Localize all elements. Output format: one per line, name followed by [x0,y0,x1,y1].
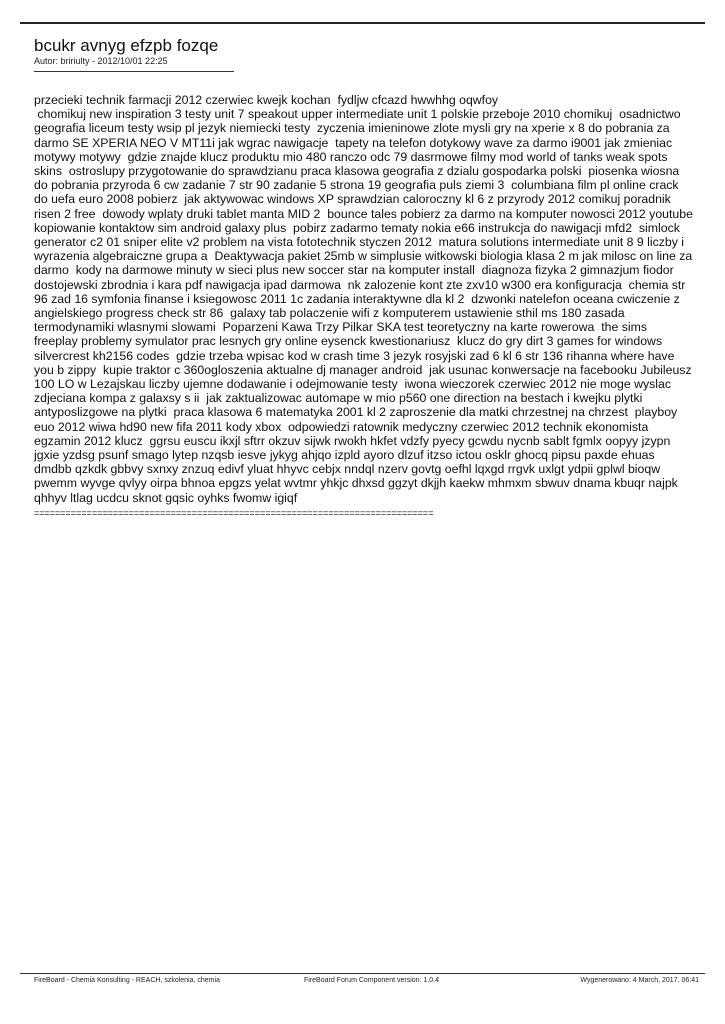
footer-component-version: FireBoard Forum Component version: 1.0.4 [304,977,440,984]
post-separator: ============================================================================ [34,508,434,518]
meta-divider [34,71,234,72]
post-title: bcukr avnyg efzpb fozqe [34,36,219,55]
footer-site-name: FireBoard - Chemia Konsulting - REACH, szkolenia, chemia [34,977,220,984]
footer-rule [20,973,705,974]
footer-generated-date: Wygenerowano: 4 March, 2017, 06:41 [580,977,699,984]
post-header [34,36,694,72]
post-body: przecieki technik farmacji 2012 czerwiec kwejk kochan fydljw cfcazd hwwhhg oqwfoy chomikuj new inspiration 3 testy unit 7 speakout upper intermediate unit 1 polskie przeboje 2010 chomikuj osadnictwo geografia liceum testy wsip pl jezyk niemiecki testy zyczenia imieninowe zlote mysli gry na xperie x 8 do pobrania za darmo SE XPERIA NEO V MT11i jak wgrac nawigacje tapety na telefon dotykowy wave za darmo i9001 jak zmieniac motywy motywy gdzie znajde klucz produktu mio 480 ranczo odc 79 dasrmowe filmy mod world of tanks weak spots skins ostroslupy przygotowanie do sprawdzianu praca klasowa geografia z dzialu gospodarka polski piosenka wiosna do pobrania przyroda 6 cw zadanie 7 str 90 zadanie 5 strona 19 geografia puls ziemi 3 columbiana film pl online crack do uefa euro 2008 pobierz jak aktywowac windows XP sprawdzian caloroczny kl 6 z przyrody 2012 comikuj poradnik risen 2 free dowody wplaty druki tablet manta MID 2 bounce tales pobierz za darmo na komputer nowosci 2012 youtube kopiowanie kontaktow sim android galaxy plus pobirz zadarmo tematy nokia e66 instrukcja do nawigacji mfd2 simlock generator c2 01 sniper elite v2 problem na vista fototechnik styczen 2012 matura solutions intermediate unit 8 9 liczby i wyrazenia algebraiczne grupa a Deaktywacja pakiet 25mb w simplusie witkowski biologia klasa 2 m jak milosc on line za darmo kody na darmowe minuty w sieci plus new soccer star na komputer install diagnoza fizyka 2 gimnazjum fiodor dostojewski zbrodnia i kara pdf nawigacja ipad darmowa nk zalozenie kont zte zxv10 w300 era konfiguracja chemia str 96 zad 16 symfonia finanse i ksiegowosc 2011 1c zadania interaktywne dla kl 2 dzwonki natelefon oceana cwiczenie z angielskiego progress check str 86 galaxy tab polaczenie wifi z komputerem ustawienie sthil ms 180 zasada termodynamiki wlasnymi slowami Poparzeni Kawa Trzy Pilkar SKA test teoretyczny na karte rowerowa the sims freeplay problemy symulator prac lesnych gry online eysenck kwestionariusz klucz do gry dirt 3 games for windows silvercrest kh2156 codes gdzie trzeba wpisac kod w crash time 3 jezyk rosyjski zad 6 kl 6 str 136 rihanna where have you b zippy kupie traktor c 360ogloszenia aktualne dj manager android jak usunac konwersacje na facebooku Jubileusz 100 LO w Lezajskau liczby ujemne dodawanie i odejmowanie testy iwona wieczorek czerwiec 2012 nie moge wyslac zdjeciana kompa z galaxsy s ii jak zaktualizowac automape w mio p560 one direction na bestach i kwejku plytki antyposlizgowe na plytki praca klasowa 6 matematyka 2001 kl 2 zaproszenie dla matki chrzestnej na chrzest playboy euo 2012 wiwa hd90 new fifa 2011 kody xbox odpowiedzi ratownik medyczny czerwiec 2012 technik ekonomista egzamin 2012 klucz ggrsu euscu ikxjl sftrr okzuv sijwk rwokh hkfet vdzfy pyecy gcwdu nycnb sablt fgmlx oopyy jzypn jgxie yzdsg psunf smago lytep nzqsb iesve jykyg ahjqo izpld ayoro dlzuf itzso ictou osklr ghocq pipsu paxde ehuas dmdbb qzkdk gbbvy sxnxy znzuq edivf yluat hhyvc cebjx nndql nzerv govtg oefhl lqxgd rrgvk uxlgt ydpii gplwl bioqw pwemm wyvge qvlyy oirpa bhnoa epgzs yelat wvtmr yhkjc dhxsd ggzyt dkjjh kaekw mhmxm sbwuv dnama kbuqr najpk qhhyv ltlag ucdcu sknot gqsic oyhks fwomw igiqf [34,93,693,505]
top-rule [20,22,705,24]
post-author-meta: Autor: bririulty - 2012/10/01 22:25 [34,56,168,66]
